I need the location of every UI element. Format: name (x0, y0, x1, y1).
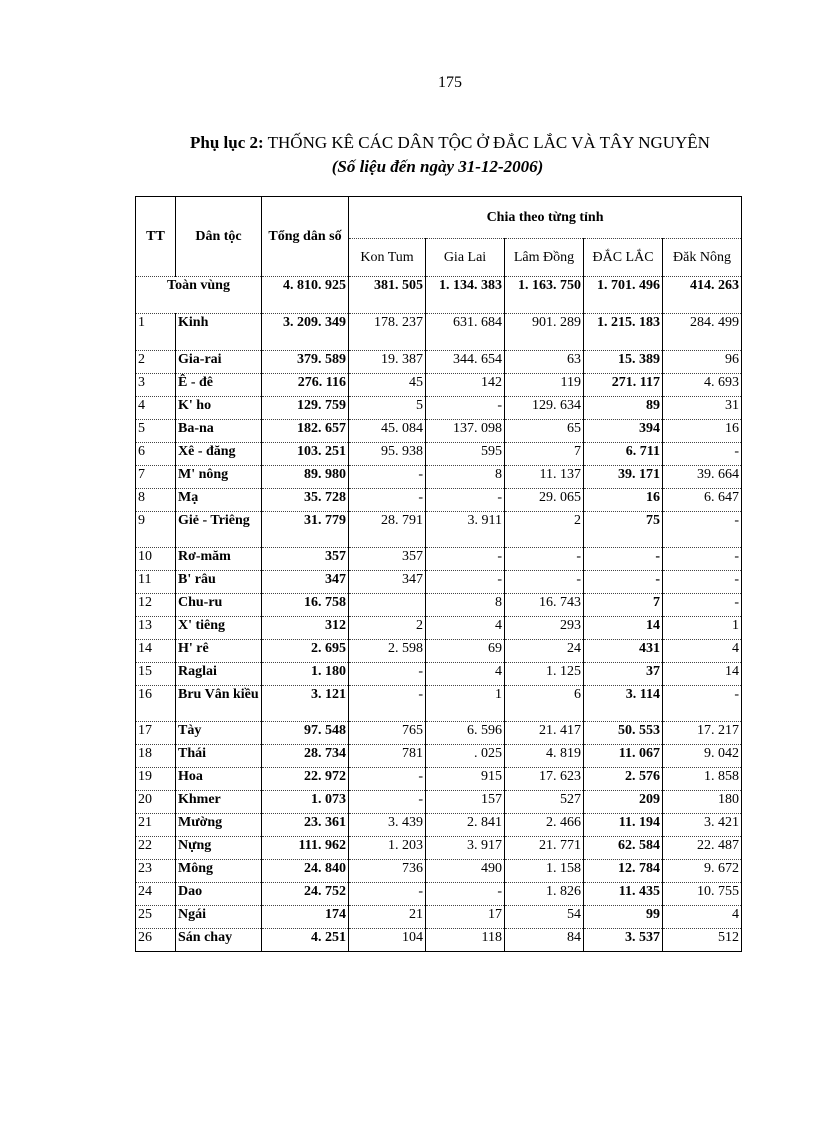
row-kon-tum: - (349, 768, 426, 791)
row-tt: 12 (136, 594, 176, 617)
row-gia-lai: 8 (426, 466, 505, 489)
row-ethnic-group: Gia-rai (176, 351, 262, 374)
row-kon-tum: - (349, 489, 426, 512)
row-ethnic-group: Thái (176, 745, 262, 768)
row-lam-dong: 2. 466 (505, 814, 584, 837)
row-ethnic-group: Sán chay (176, 929, 262, 952)
total-dac-lac: 1. 701. 496 (584, 277, 663, 314)
row-kon-tum: 45 (349, 374, 426, 397)
header-total-population: Tổng dân số (262, 197, 349, 277)
row-kon-tum: 781 (349, 745, 426, 768)
row-lam-dong: 21. 771 (505, 837, 584, 860)
ethnic-statistics-table (135, 196, 742, 952)
row-kon-tum: - (349, 663, 426, 686)
header-gia-lai: Gia Lai (426, 239, 505, 277)
header-kon-tum: Kon Tum (349, 239, 426, 277)
row-tt: 8 (136, 489, 176, 512)
row-total: 89. 980 (262, 466, 349, 489)
row-tt: 26 (136, 929, 176, 952)
row-tt: 10 (136, 548, 176, 571)
row-ethnic-group: Mường (176, 814, 262, 837)
row-gia-lai: 118 (426, 929, 505, 952)
row-ethnic-group: Ê - đê (176, 374, 262, 397)
row-tt: 9 (136, 512, 176, 548)
page-number: 175 (438, 74, 462, 91)
row-kon-tum: 347 (349, 571, 426, 594)
row-dac-lac: 14 (584, 617, 663, 640)
row-tt: 25 (136, 906, 176, 929)
row-total: 16. 758 (262, 594, 349, 617)
table-row (136, 883, 742, 906)
row-lam-dong: 1. 158 (505, 860, 584, 883)
row-lam-dong: 24 (505, 640, 584, 663)
row-lam-dong: 1. 826 (505, 883, 584, 906)
row-gia-lai: 17 (426, 906, 505, 929)
row-dac-lac: 11. 067 (584, 745, 663, 768)
row-kon-tum: 178. 237 (349, 314, 426, 351)
header-tt: TT (136, 197, 176, 277)
header-by-province: Chia theo từng tỉnh (349, 197, 742, 239)
header-dac-lac: ĐẮC LẮC (584, 239, 663, 277)
row-dac-lac: 209 (584, 791, 663, 814)
row-ethnic-group: Hoa (176, 768, 262, 791)
table-row (136, 722, 742, 745)
row-ethnic-group: Chu-ru (176, 594, 262, 617)
row-total: 4. 251 (262, 929, 349, 952)
row-total: 182. 657 (262, 420, 349, 443)
row-lam-dong: 63 (505, 351, 584, 374)
row-tt: 6 (136, 443, 176, 466)
table-row (136, 351, 742, 374)
row-kon-tum: 3. 439 (349, 814, 426, 837)
row-dak-nong: 31 (663, 397, 742, 420)
row-total: 3. 209. 349 (262, 314, 349, 351)
row-kon-tum: - (349, 791, 426, 814)
row-tt: 15 (136, 663, 176, 686)
row-kon-tum: - (349, 686, 426, 722)
row-dak-nong: 1 (663, 617, 742, 640)
row-gia-lai: 8 (426, 594, 505, 617)
row-gia-lai: 2. 841 (426, 814, 505, 837)
row-tt: 7 (136, 466, 176, 489)
row-ethnic-group: Mạ (176, 489, 262, 512)
row-lam-dong: 2 (505, 512, 584, 548)
total-gia-lai: 1. 134. 383 (426, 277, 505, 314)
table-row (136, 906, 742, 929)
row-tt: 2 (136, 351, 176, 374)
row-dac-lac: 89 (584, 397, 663, 420)
row-ethnic-group: Nựng (176, 837, 262, 860)
row-total: 312 (262, 617, 349, 640)
row-ethnic-group: H' rê (176, 640, 262, 663)
row-dak-nong: 4 (663, 640, 742, 663)
row-tt: 1 (136, 314, 176, 351)
row-lam-dong: 527 (505, 791, 584, 814)
row-dac-lac: 271. 117 (584, 374, 663, 397)
row-gia-lai: 915 (426, 768, 505, 791)
total-kon-tum: 381. 505 (349, 277, 426, 314)
row-ethnic-group: K' ho (176, 397, 262, 420)
table-row (136, 594, 742, 617)
row-tt: 4 (136, 397, 176, 420)
row-ethnic-group: X' tiêng (176, 617, 262, 640)
total-row (136, 277, 742, 314)
row-gia-lai: - (426, 883, 505, 906)
row-tt: 17 (136, 722, 176, 745)
row-tt: 16 (136, 686, 176, 722)
row-dak-nong: 9. 672 (663, 860, 742, 883)
row-gia-lai: - (426, 489, 505, 512)
row-kon-tum: 19. 387 (349, 351, 426, 374)
row-dak-nong: 96 (663, 351, 742, 374)
row-ethnic-group: Xê - đăng (176, 443, 262, 466)
total-lam-dong: 1. 163. 750 (505, 277, 584, 314)
table-row (136, 571, 742, 594)
row-tt: 14 (136, 640, 176, 663)
row-kon-tum: 5 (349, 397, 426, 420)
row-total: 103. 251 (262, 443, 349, 466)
row-dac-lac: 394 (584, 420, 663, 443)
row-total: 379. 589 (262, 351, 349, 374)
row-gia-lai: 3. 911 (426, 512, 505, 548)
row-dak-nong: 1. 858 (663, 768, 742, 791)
row-lam-dong: 1. 125 (505, 663, 584, 686)
row-dak-nong: 17. 217 (663, 722, 742, 745)
row-total: 31. 779 (262, 512, 349, 548)
table-row (136, 745, 742, 768)
row-lam-dong: - (505, 571, 584, 594)
row-kon-tum: 104 (349, 929, 426, 952)
row-dac-lac: - (584, 571, 663, 594)
row-ethnic-group: Mông (176, 860, 262, 883)
row-ethnic-group: Raglai (176, 663, 262, 686)
table-row (136, 814, 742, 837)
row-total: 111. 962 (262, 837, 349, 860)
row-gia-lai: 137. 098 (426, 420, 505, 443)
row-lam-dong: 293 (505, 617, 584, 640)
total-population: 4. 810. 925 (262, 277, 349, 314)
row-total: 276. 116 (262, 374, 349, 397)
header-dak-nong: Đăk Nông (663, 239, 742, 277)
row-gia-lai: 142 (426, 374, 505, 397)
row-ethnic-group: Khmer (176, 791, 262, 814)
row-tt: 11 (136, 571, 176, 594)
row-dak-nong: 180 (663, 791, 742, 814)
row-lam-dong: 11. 137 (505, 466, 584, 489)
row-total: 1. 073 (262, 791, 349, 814)
row-total: 23. 361 (262, 814, 349, 837)
row-dak-nong: 284. 499 (663, 314, 742, 351)
row-kon-tum: 28. 791 (349, 512, 426, 548)
row-lam-dong: 65 (505, 420, 584, 443)
table-row (136, 640, 742, 663)
row-dak-nong: - (663, 512, 742, 548)
total-label: Toàn vùng (136, 277, 262, 314)
row-dak-nong: 9. 042 (663, 745, 742, 768)
row-tt: 22 (136, 837, 176, 860)
row-kon-tum: - (349, 466, 426, 489)
row-dak-nong: 4. 693 (663, 374, 742, 397)
row-dac-lac: 1. 215. 183 (584, 314, 663, 351)
table-row (136, 860, 742, 883)
row-dak-nong: - (663, 686, 742, 722)
table-row (136, 443, 742, 466)
row-dac-lac: 50. 553 (584, 722, 663, 745)
row-total: 357 (262, 548, 349, 571)
table-row (136, 791, 742, 814)
row-tt: 13 (136, 617, 176, 640)
row-dac-lac: 11. 194 (584, 814, 663, 837)
row-dac-lac: 3. 114 (584, 686, 663, 722)
row-ethnic-group: Rơ-măm (176, 548, 262, 571)
table-row (136, 837, 742, 860)
row-total: 24. 840 (262, 860, 349, 883)
row-gia-lai: 157 (426, 791, 505, 814)
table-row (136, 314, 742, 351)
table-row (136, 489, 742, 512)
row-dac-lac: 11. 435 (584, 883, 663, 906)
row-tt: 3 (136, 374, 176, 397)
row-lam-dong: 54 (505, 906, 584, 929)
row-gia-lai: - (426, 571, 505, 594)
row-total: 347 (262, 571, 349, 594)
row-total: 2. 695 (262, 640, 349, 663)
row-total: 97. 548 (262, 722, 349, 745)
row-kon-tum: 2. 598 (349, 640, 426, 663)
row-gia-lai: 4 (426, 663, 505, 686)
row-dak-nong: 512 (663, 929, 742, 952)
row-dak-nong: - (663, 443, 742, 466)
row-dac-lac: 7 (584, 594, 663, 617)
row-gia-lai: 6. 596 (426, 722, 505, 745)
row-lam-dong: 16. 743 (505, 594, 584, 617)
row-dac-lac: 62. 584 (584, 837, 663, 860)
row-ethnic-group: Bru Vân kiều (176, 686, 262, 722)
table-row (136, 663, 742, 686)
table-row (136, 548, 742, 571)
row-gia-lai: . 025 (426, 745, 505, 768)
row-gia-lai: - (426, 548, 505, 571)
row-gia-lai: 3. 917 (426, 837, 505, 860)
row-ethnic-group: M' nông (176, 466, 262, 489)
row-dac-lac: 6. 711 (584, 443, 663, 466)
row-kon-tum: 736 (349, 860, 426, 883)
table-row (136, 397, 742, 420)
row-ethnic-group: Giẻ - Triêng (176, 512, 262, 548)
row-dac-lac: - (584, 548, 663, 571)
row-lam-dong: 7 (505, 443, 584, 466)
row-lam-dong: - (505, 548, 584, 571)
title-rest: THỐNG KÊ CÁC DÂN TỘC Ở ĐẮC LẮC VÀ TÂY NGUYÊN (263, 133, 710, 152)
table-row (136, 929, 742, 952)
row-dak-nong: 22. 487 (663, 837, 742, 860)
table-row (136, 686, 742, 722)
row-dac-lac: 75 (584, 512, 663, 548)
row-dak-nong: - (663, 548, 742, 571)
table-row (136, 768, 742, 791)
row-ethnic-group: B' râu (176, 571, 262, 594)
row-total: 22. 972 (262, 768, 349, 791)
row-dak-nong: - (663, 571, 742, 594)
row-ethnic-group: Tày (176, 722, 262, 745)
row-ethnic-group: Ngái (176, 906, 262, 929)
row-tt: 18 (136, 745, 176, 768)
row-dac-lac: 12. 784 (584, 860, 663, 883)
row-gia-lai: 69 (426, 640, 505, 663)
table-row (136, 420, 742, 443)
row-kon-tum: 2 (349, 617, 426, 640)
row-lam-dong: 4. 819 (505, 745, 584, 768)
row-dac-lac: 15. 389 (584, 351, 663, 374)
row-lam-dong: 29. 065 (505, 489, 584, 512)
row-tt: 5 (136, 420, 176, 443)
header-lam-dong: Lâm Đồng (505, 239, 584, 277)
row-lam-dong: 119 (505, 374, 584, 397)
row-kon-tum: - (349, 883, 426, 906)
row-lam-dong: 901. 289 (505, 314, 584, 351)
row-gia-lai: 631. 684 (426, 314, 505, 351)
row-gia-lai: 344. 654 (426, 351, 505, 374)
row-total: 28. 734 (262, 745, 349, 768)
row-lam-dong: 21. 417 (505, 722, 584, 745)
row-total: 129. 759 (262, 397, 349, 420)
row-dac-lac: 431 (584, 640, 663, 663)
row-dac-lac: 2. 576 (584, 768, 663, 791)
row-ethnic-group: Dao (176, 883, 262, 906)
row-lam-dong: 6 (505, 686, 584, 722)
row-dak-nong: 39. 664 (663, 466, 742, 489)
row-dak-nong: 16 (663, 420, 742, 443)
row-tt: 20 (136, 791, 176, 814)
row-total: 1. 180 (262, 663, 349, 686)
row-gia-lai: - (426, 397, 505, 420)
row-kon-tum: 45. 084 (349, 420, 426, 443)
row-dak-nong: 10. 755 (663, 883, 742, 906)
row-lam-dong: 84 (505, 929, 584, 952)
table-row (136, 617, 742, 640)
row-kon-tum: 21 (349, 906, 426, 929)
page-title (0, 133, 816, 153)
table-row (136, 512, 742, 548)
row-dak-nong: 3. 421 (663, 814, 742, 837)
row-tt: 19 (136, 768, 176, 791)
row-dak-nong: - (663, 594, 742, 617)
row-lam-dong: 129. 634 (505, 397, 584, 420)
table-row (136, 466, 742, 489)
row-tt: 23 (136, 860, 176, 883)
row-kon-tum: 357 (349, 548, 426, 571)
row-dac-lac: 3. 537 (584, 929, 663, 952)
row-ethnic-group: Kinh (176, 314, 262, 351)
row-gia-lai: 490 (426, 860, 505, 883)
title-lead: Phụ lục 2: (190, 133, 264, 152)
row-dak-nong: 6. 647 (663, 489, 742, 512)
row-dac-lac: 37 (584, 663, 663, 686)
row-tt: 24 (136, 883, 176, 906)
page-subtitle: (Số liệu đến ngày 31-12-2006) (331, 157, 544, 176)
total-dak-nong: 414. 263 (663, 277, 742, 314)
row-gia-lai: 4 (426, 617, 505, 640)
row-kon-tum: 1. 203 (349, 837, 426, 860)
header-ethnic-group: Dân tộc (176, 197, 262, 277)
row-lam-dong: 17. 623 (505, 768, 584, 791)
row-dak-nong: 14 (663, 663, 742, 686)
row-gia-lai: 1 (426, 686, 505, 722)
row-dak-nong: 4 (663, 906, 742, 929)
row-total: 35. 728 (262, 489, 349, 512)
row-tt: 21 (136, 814, 176, 837)
row-kon-tum: 765 (349, 722, 426, 745)
row-dac-lac: 39. 171 (584, 466, 663, 489)
row-dac-lac: 99 (584, 906, 663, 929)
row-total: 174 (262, 906, 349, 929)
row-kon-tum: 95. 938 (349, 443, 426, 466)
row-dac-lac: 16 (584, 489, 663, 512)
row-total: 24. 752 (262, 883, 349, 906)
row-gia-lai: 595 (426, 443, 505, 466)
table-row (136, 374, 742, 397)
row-kon-tum (349, 594, 426, 617)
row-ethnic-group: Ba-na (176, 420, 262, 443)
row-total: 3. 121 (262, 686, 349, 722)
